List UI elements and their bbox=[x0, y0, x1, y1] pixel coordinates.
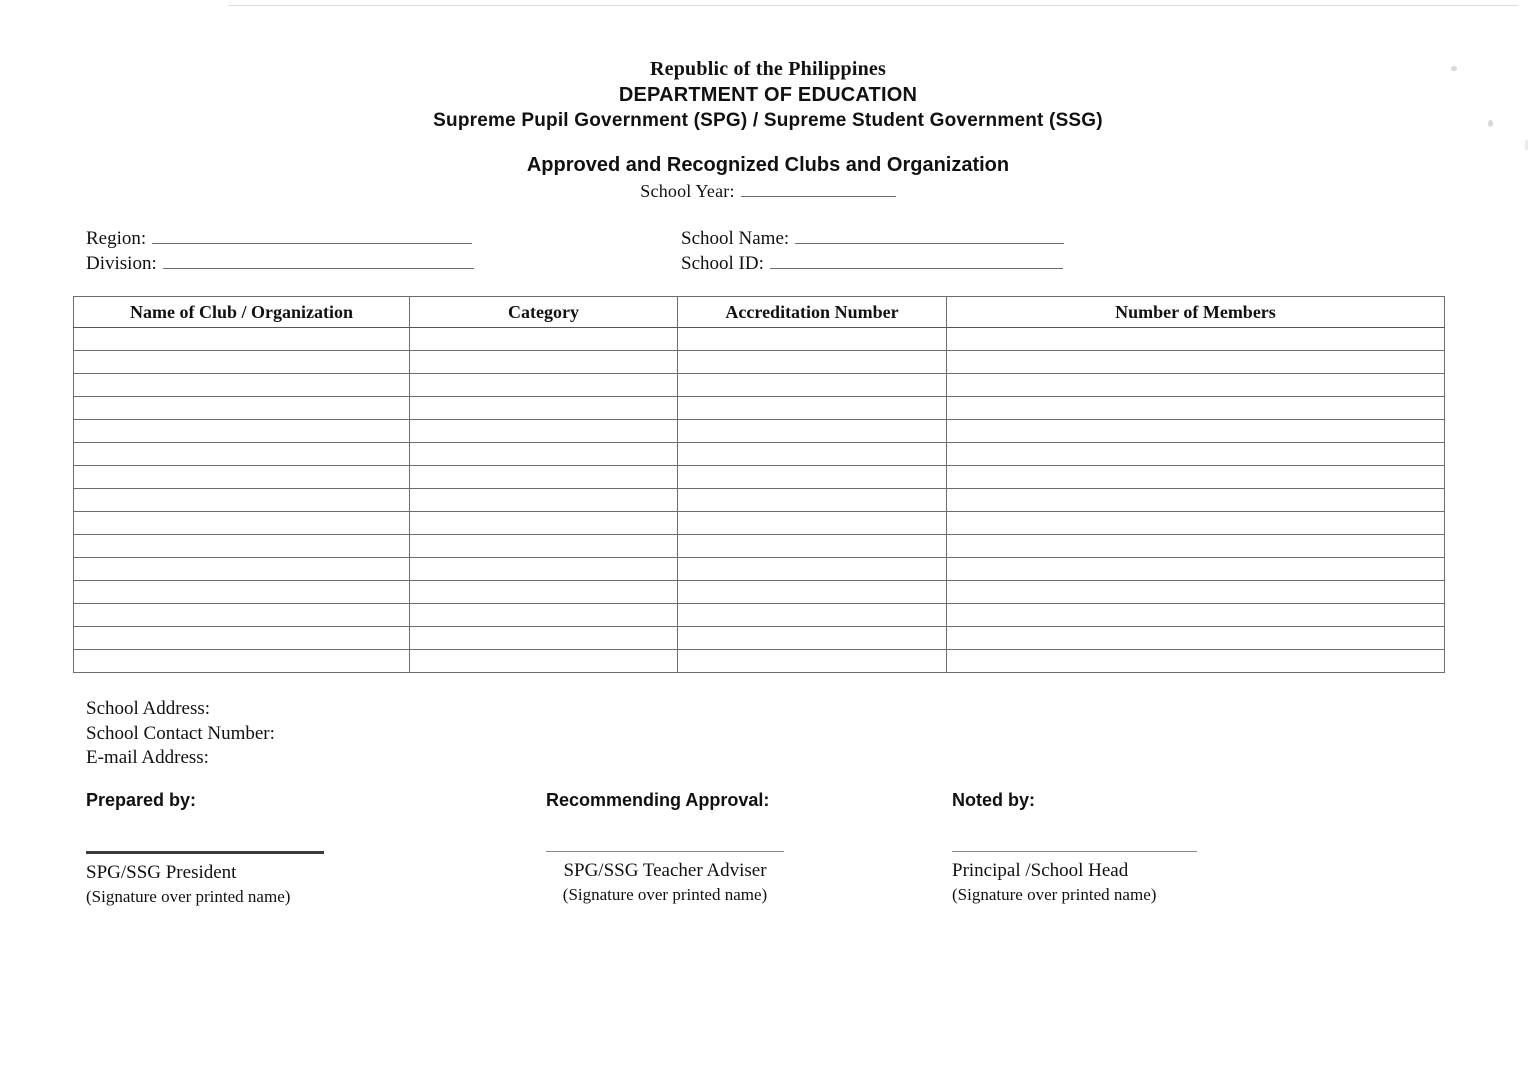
scan-artifact-line bbox=[228, 5, 1518, 6]
cell-category[interactable] bbox=[410, 443, 678, 466]
table-row bbox=[74, 558, 1445, 581]
cell-number-of-members[interactable] bbox=[947, 443, 1445, 466]
cell-number-of-members[interactable] bbox=[947, 604, 1445, 627]
school-contact-number-label: School Contact Number: bbox=[86, 722, 275, 744]
cell-accreditation-number[interactable] bbox=[678, 374, 947, 397]
cell-accreditation-number[interactable] bbox=[678, 604, 947, 627]
cell-name[interactable] bbox=[74, 397, 410, 420]
cell-name[interactable] bbox=[74, 374, 410, 397]
table-row bbox=[74, 420, 1445, 443]
header-department-line: DEPARTMENT OF EDUCATION bbox=[618, 84, 918, 106]
cell-accreditation-number[interactable] bbox=[678, 489, 947, 512]
cell-category[interactable] bbox=[410, 420, 678, 443]
cell-category[interactable] bbox=[410, 512, 678, 535]
document-subtitle: Approved and Recognized Clubs and Organization bbox=[526, 154, 1010, 176]
table-header-row bbox=[74, 297, 1445, 328]
scan-artifact-speck bbox=[1525, 140, 1528, 150]
table-row bbox=[74, 627, 1445, 650]
cell-name[interactable] bbox=[74, 558, 410, 581]
table-row bbox=[74, 489, 1445, 512]
identification-left-column bbox=[86, 228, 474, 278]
cell-number-of-members[interactable] bbox=[947, 650, 1445, 673]
table-row bbox=[74, 581, 1445, 604]
region-label: Region: bbox=[86, 228, 147, 249]
table-row bbox=[74, 351, 1445, 374]
school-year-input[interactable] bbox=[741, 182, 896, 197]
cell-name[interactable] bbox=[74, 466, 410, 489]
division-label: Division: bbox=[86, 253, 157, 274]
recommending-approval-signature-line[interactable] bbox=[546, 851, 784, 852]
noted-by-heading: Noted by: bbox=[952, 790, 1035, 810]
division-input[interactable] bbox=[163, 254, 474, 269]
column-header-name: Name of Club / Organization bbox=[74, 297, 410, 328]
cell-name[interactable] bbox=[74, 535, 410, 558]
cell-category[interactable] bbox=[410, 650, 678, 673]
cell-number-of-members[interactable] bbox=[947, 535, 1445, 558]
cell-name[interactable] bbox=[74, 627, 410, 650]
cell-accreditation-number[interactable] bbox=[678, 581, 947, 604]
signature-section bbox=[0, 790, 1536, 920]
table-row bbox=[74, 466, 1445, 489]
school-id-label: School ID: bbox=[681, 253, 764, 274]
clubs-table bbox=[73, 296, 1445, 673]
cell-category[interactable] bbox=[410, 351, 678, 374]
cell-category[interactable] bbox=[410, 328, 678, 351]
cell-number-of-members[interactable] bbox=[947, 512, 1445, 535]
region-input[interactable] bbox=[152, 229, 472, 244]
cell-number-of-members[interactable] bbox=[947, 627, 1445, 650]
cell-accreditation-number[interactable] bbox=[678, 627, 947, 650]
school-address-label: School Address: bbox=[86, 698, 211, 719]
table-row bbox=[74, 374, 1445, 397]
school-year-field bbox=[0, 181, 1536, 202]
cell-name[interactable] bbox=[74, 581, 410, 604]
cell-accreditation-number[interactable] bbox=[678, 535, 947, 558]
recommending-approval-note: (Signature over printed name) bbox=[562, 885, 768, 904]
school-id-input[interactable] bbox=[770, 254, 1063, 269]
cell-accreditation-number[interactable] bbox=[678, 512, 947, 535]
cell-accreditation-number[interactable] bbox=[678, 466, 947, 489]
school-name-field bbox=[681, 228, 1064, 253]
table-row bbox=[74, 443, 1445, 466]
cell-name[interactable] bbox=[74, 420, 410, 443]
prepared-by-role: SPG/SSG President bbox=[86, 862, 237, 883]
cell-number-of-members[interactable] bbox=[947, 420, 1445, 443]
table-row bbox=[74, 512, 1445, 535]
identification-right-column bbox=[681, 228, 1064, 278]
recommending-approval-heading: Recommending Approval: bbox=[546, 790, 770, 810]
table-row bbox=[74, 604, 1445, 627]
cell-category[interactable] bbox=[410, 627, 678, 650]
noted-by-note: (Signature over printed name) bbox=[952, 885, 1157, 904]
cell-category[interactable] bbox=[410, 535, 678, 558]
cell-number-of-members[interactable] bbox=[947, 489, 1445, 512]
header-spg-ssg-line: Supreme Pupil Government (SPG) / Supreme Student Government (SSG) bbox=[433, 110, 1103, 131]
school-name-label: School Name: bbox=[681, 228, 790, 249]
cell-number-of-members[interactable] bbox=[947, 466, 1445, 489]
cell-category[interactable] bbox=[410, 397, 678, 420]
table-row bbox=[74, 397, 1445, 420]
cell-category[interactable] bbox=[410, 604, 678, 627]
school-name-input[interactable] bbox=[795, 229, 1064, 244]
column-header-category: Category bbox=[410, 297, 678, 328]
prepared-by-signature-line[interactable] bbox=[86, 851, 324, 854]
cell-accreditation-number[interactable] bbox=[678, 328, 947, 351]
cell-number-of-members[interactable] bbox=[947, 558, 1445, 581]
header-republic-line: Republic of the Philippines bbox=[650, 58, 886, 80]
clubs-table-header bbox=[74, 297, 1445, 328]
cell-accreditation-number[interactable] bbox=[678, 650, 947, 673]
school-contact-info bbox=[86, 697, 275, 771]
cell-category[interactable] bbox=[410, 558, 678, 581]
cell-name[interactable] bbox=[74, 351, 410, 374]
cell-category[interactable] bbox=[410, 489, 678, 512]
signature-block-prepared-by bbox=[86, 790, 324, 907]
table-row bbox=[74, 650, 1445, 673]
cell-number-of-members[interactable] bbox=[947, 374, 1445, 397]
school-id-field bbox=[681, 253, 1064, 278]
cell-category[interactable] bbox=[410, 466, 678, 489]
cell-number-of-members[interactable] bbox=[947, 581, 1445, 604]
cell-accreditation-number[interactable] bbox=[678, 558, 947, 581]
division-field bbox=[86, 253, 474, 278]
signature-block-recommending-approval bbox=[546, 790, 784, 905]
column-header-number-of-members: Number of Members bbox=[947, 297, 1445, 328]
school-year-label: School Year: bbox=[640, 181, 735, 201]
prepared-by-heading: Prepared by: bbox=[86, 790, 197, 810]
prepared-by-note: (Signature over printed name) bbox=[86, 887, 291, 906]
table-row bbox=[74, 328, 1445, 351]
cell-number-of-members[interactable] bbox=[947, 351, 1445, 374]
column-header-accreditation-number: Accreditation Number bbox=[678, 297, 947, 328]
signature-block-noted-by bbox=[952, 790, 1197, 905]
document-header bbox=[0, 56, 1536, 134]
cell-number-of-members[interactable] bbox=[947, 397, 1445, 420]
cell-name[interactable] bbox=[74, 650, 410, 673]
noted-by-signature-line[interactable] bbox=[952, 851, 1197, 852]
cell-category[interactable] bbox=[410, 374, 678, 397]
cell-name[interactable] bbox=[74, 512, 410, 535]
cell-name[interactable] bbox=[74, 328, 410, 351]
cell-accreditation-number[interactable] bbox=[678, 443, 947, 466]
cell-category[interactable] bbox=[410, 581, 678, 604]
cell-name[interactable] bbox=[74, 443, 410, 466]
cell-accreditation-number[interactable] bbox=[678, 397, 947, 420]
email-address-label: E-mail Address: bbox=[86, 747, 209, 768]
cell-accreditation-number[interactable] bbox=[678, 420, 947, 443]
clubs-table-body bbox=[74, 328, 1445, 673]
region-field bbox=[86, 228, 474, 253]
cell-name[interactable] bbox=[74, 604, 410, 627]
recommending-approval-role: SPG/SSG Teacher Adviser bbox=[563, 860, 767, 881]
table-row bbox=[74, 535, 1445, 558]
cell-accreditation-number[interactable] bbox=[678, 351, 947, 374]
cell-number-of-members[interactable] bbox=[947, 328, 1445, 351]
noted-by-role: Principal /School Head bbox=[952, 860, 1129, 881]
cell-name[interactable] bbox=[74, 489, 410, 512]
